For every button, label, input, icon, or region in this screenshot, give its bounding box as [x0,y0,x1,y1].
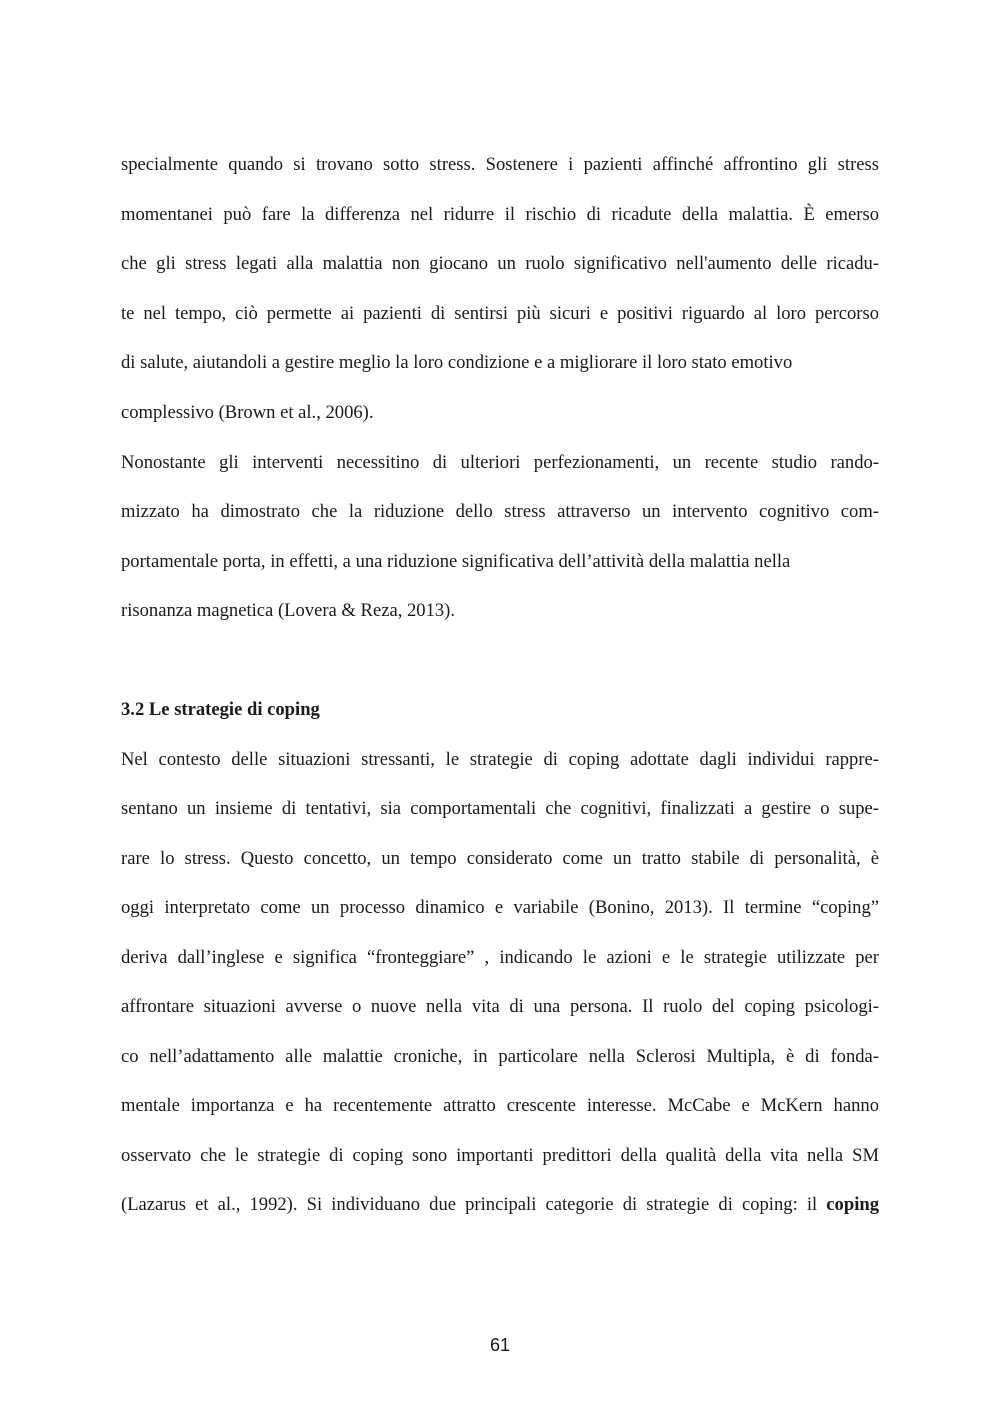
paragraph-1-line-2: momentanei può fare la differenza nel ridurre il rischio di ricadute della malattia. È emerso [121,204,879,225]
paragraph-3-line-10-text: (Lazarus et al., 1992). Si individuano due principali categorie di strategie di coping: il [121,1194,818,1215]
paragraph-3-line-2: sentano un insieme di tentativi, sia comportamentali che cognitivi, finalizzati a gestire o supe- [121,798,879,819]
paragraph-3-line-8: mentale importanza e ha recentemente attratto crescente interesse. McCabe e McKern hanno [121,1095,879,1116]
paragraph-3-line-10 [121,1193,879,1217]
paragraph-3-line-1: Nel contesto delle situazioni stressanti, le strategie di coping adottate dagli individui rappre- [121,749,879,770]
paragraph-3-line-3: rare lo stress. Questo concetto, un tempo considerato come un tratto stabile di personalità, è [121,848,879,869]
paragraph-3-line-7: co nell’adattamento alle malattie croniche, in particolare nella Sclerosi Multipla, è di fonda- [121,1046,879,1067]
paragraph-2-line-3: portamentale porta, in effetti, a una riduzione significativa dell’attività della malattia nella [121,551,791,572]
paragraph-1-line-1: specialmente quando si trovano sotto stress. Sostenere i pazienti affinché affrontino gli stress [121,154,879,175]
bold-term-coping: coping [826,1194,879,1215]
paragraph-2-line-1: Nonostante gli interventi necessitino di ulteriori perfezionamenti, un recente studio rando- [121,452,879,473]
paragraph-1-line-5: di salute, aiutandoli a gestire meglio la loro condizione e a migliorare il loro stato emotivo [121,352,793,373]
paragraph-1-line-4: te nel tempo, ciò permette ai pazienti di sentirsi più sicuri e positivi riguardo al loro percorso [121,303,879,324]
paragraph-1-line-6: complessivo (Brown et al., 2006). [121,402,374,423]
section-heading: 3.2 Le strategie di coping [121,699,320,720]
page-number: 61 [489,1335,511,1355]
paragraph-2-line-2: mizzato ha dimostrato che la riduzione dello stress attraverso un intervento cognitivo com- [121,501,879,522]
paragraph-2-line-4: risonanza magnetica (Lovera & Reza, 2013). [121,600,456,621]
paragraph-3-line-9: osservato che le strategie di coping sono importanti predittori della qualità della vita nella SM [121,1145,879,1166]
paragraph-3-line-5: deriva dall’inglese e significa “fronteggiare” , indicando le azioni e le strategie utilizzate per [121,947,879,968]
paragraph-1-line-3: che gli stress legati alla malattia non giocano un ruolo significativo nell'aumento delle ricadu- [121,253,879,274]
paragraph-3-line-6: affrontare situazioni avverse o nuove nella vita di una persona. Il ruolo del coping psicologi- [121,996,879,1017]
paragraph-3-line-4: oggi interpretato come un processo dinamico e variabile (Bonino, 2013). Il termine “coping” [121,897,879,918]
